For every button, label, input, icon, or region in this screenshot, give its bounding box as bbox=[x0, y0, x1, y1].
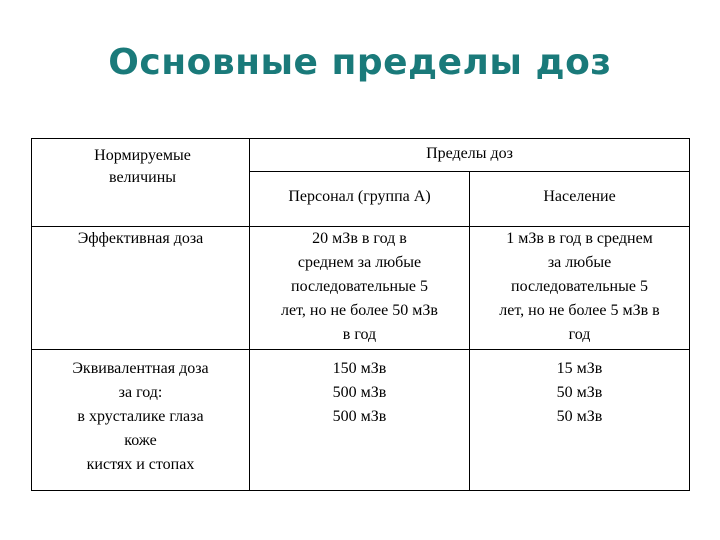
row-name-line: Эффективная доза bbox=[77, 230, 204, 247]
table-row-equivalent-dose bbox=[32, 350, 690, 491]
header-quantity-cell bbox=[32, 139, 250, 227]
row-personnel-cell bbox=[250, 350, 470, 491]
row-population-line: последовательные 5 bbox=[511, 278, 648, 295]
row-personnel-line: 500 мЗв bbox=[332, 384, 387, 401]
row-population-line: 1 мЗв в год в среднем bbox=[506, 230, 653, 247]
row-personnel-line: 500 мЗв bbox=[332, 408, 387, 425]
header-quantity-line: Нормируемые bbox=[94, 147, 191, 164]
row-population-line: год bbox=[568, 326, 591, 343]
row-population-line: за любые bbox=[547, 254, 612, 271]
header-population-cell: Население bbox=[470, 172, 690, 227]
row-name-line: за год: bbox=[118, 384, 163, 401]
page-title: Основные пределы доз bbox=[108, 42, 612, 83]
row-name-cell bbox=[32, 350, 250, 491]
row-name-cell bbox=[32, 227, 250, 350]
dose-limits-table bbox=[31, 138, 690, 491]
row-personnel-line: лет, но не более 50 мЗв bbox=[281, 302, 438, 319]
row-name-line: коже bbox=[124, 432, 157, 449]
row-population-line: лет, но не более 5 мЗв в bbox=[499, 302, 660, 319]
row-population-cell bbox=[470, 227, 690, 350]
row-name-line: Эквивалентная доза bbox=[72, 360, 209, 377]
header-personnel-cell: Персонал (группа А) bbox=[250, 172, 470, 227]
row-population-cell bbox=[470, 350, 690, 491]
table-row-effective-dose bbox=[32, 227, 690, 350]
row-population-line: 50 мЗв bbox=[556, 384, 603, 401]
row-population-line: 15 мЗв bbox=[556, 360, 603, 377]
row-personnel-line: среднем за любые bbox=[297, 254, 422, 271]
header-limits-cell: Пределы доз bbox=[250, 139, 690, 172]
row-name-line: в хрусталике глаза bbox=[77, 408, 204, 425]
row-personnel-line: 20 мЗв в год в bbox=[312, 230, 407, 247]
table-header-row bbox=[32, 139, 690, 172]
row-population-line: 50 мЗв bbox=[556, 408, 603, 425]
row-name-line: кистях и стопах bbox=[86, 456, 195, 473]
row-personnel-line: последовательные 5 bbox=[291, 278, 428, 295]
row-personnel-line: 150 мЗв bbox=[332, 360, 387, 377]
row-personnel-cell bbox=[250, 227, 470, 350]
row-personnel-line: в год bbox=[342, 326, 377, 343]
header-quantity-line: величины bbox=[108, 169, 177, 186]
